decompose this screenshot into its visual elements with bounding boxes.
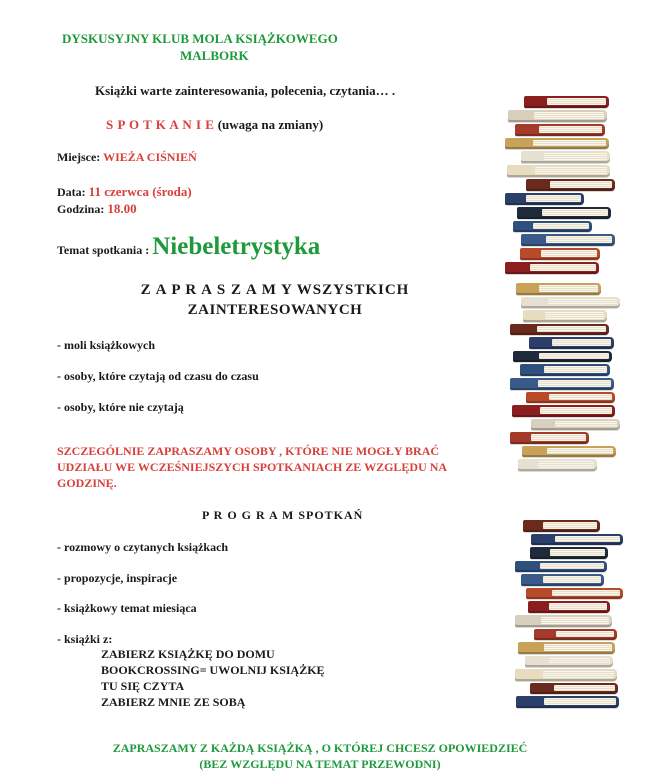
book-spine xyxy=(523,520,601,532)
book-pages xyxy=(543,522,597,529)
place-value: WIEŻA CIŚNIEŃ xyxy=(103,150,197,164)
book-spine xyxy=(516,283,600,295)
book-stack-icon xyxy=(505,96,615,276)
book-spine xyxy=(529,337,613,349)
book-pages xyxy=(534,112,603,119)
book-spine xyxy=(510,324,609,336)
program-item: - rozmowy o czytanych książkach xyxy=(57,540,229,554)
book-pages xyxy=(546,236,612,243)
book-spine xyxy=(516,696,618,708)
book-pages xyxy=(538,461,593,468)
program-subitem: ZABIERZ KSIĄŻKĘ DO DOMU xyxy=(101,647,275,661)
footer-line1: ZAPRASZAMY Z KAŻDĄ KSIĄŻKĄ , O KTÓREJ CHCESZ OPOWIEDZIEĆ xyxy=(112,741,528,755)
club-title-line1: DYSKUSYJNY KLUB MOLA KSIĄŻKOWEGO xyxy=(62,31,338,46)
book-spine xyxy=(534,629,617,641)
book-pages xyxy=(550,549,604,556)
book-spine xyxy=(520,364,609,376)
book-pages xyxy=(533,140,606,147)
book-spine xyxy=(528,601,611,613)
program-heading: P R O G R A M SPOTKAŃ xyxy=(202,508,364,522)
book-spine xyxy=(520,248,599,260)
book-pages xyxy=(539,126,601,133)
book-spine xyxy=(521,151,610,163)
invite-item: - osoby, które czytają od czasu do czasu xyxy=(57,369,259,383)
book-spine xyxy=(531,419,620,431)
subtitle: Książki warte zainteresowania, polecenia, czytania… . xyxy=(95,83,396,98)
club-title-line2: MALBORK xyxy=(180,48,249,63)
program-item: - książkowy temat miesiąca xyxy=(57,601,197,615)
book-stack-icon xyxy=(515,520,623,710)
meeting-heading xyxy=(106,117,323,133)
book-pages xyxy=(541,250,596,257)
book-pages xyxy=(542,209,608,216)
program-subitem: ZABIERZ MNIE ZE SOBĄ xyxy=(101,695,246,709)
topic-value: Niebeletrystyka xyxy=(152,233,321,260)
book-spine xyxy=(521,297,620,309)
book-pages xyxy=(541,617,609,624)
book-spine xyxy=(530,547,608,559)
book-pages xyxy=(544,644,612,651)
topic-row xyxy=(57,233,320,261)
book-stack-icon xyxy=(510,283,620,473)
book-pages xyxy=(549,658,610,665)
meeting-heading-note: (uwaga na zmiany) xyxy=(214,117,324,132)
book-pages xyxy=(544,698,615,705)
date-label: Data: xyxy=(57,185,89,199)
time-label: Godzina: xyxy=(57,202,108,216)
special-invite-line3: GODZINĘ. xyxy=(57,476,117,490)
book-pages xyxy=(530,264,596,271)
book-pages xyxy=(547,448,613,455)
book-pages xyxy=(540,563,605,570)
book-spine xyxy=(526,179,615,191)
book-spine xyxy=(522,446,616,458)
program-subitem: TU SIĘ CZYTA xyxy=(101,679,185,693)
book-pages xyxy=(549,394,611,401)
invite-heading-line1: Z A P R A S Z A M Y WSZYSTKICH xyxy=(140,282,410,298)
footer-line2: (BEZ WZGLĘDU NA TEMAT PRZEWODNI) xyxy=(199,757,441,771)
book-pages xyxy=(548,299,617,306)
book-spine xyxy=(513,351,612,363)
special-invite-line1: SZCZEGÓLNIE ZAPRASZAMY OSOBY , KTÓRE NIE MOGŁY BRAĆ xyxy=(57,444,440,458)
book-spine xyxy=(518,459,597,471)
book-pages xyxy=(535,167,608,174)
book-spine xyxy=(505,138,609,150)
book-pages xyxy=(538,380,611,387)
book-spine xyxy=(530,683,617,695)
meeting-heading-text: S P O T K A N I E xyxy=(106,117,215,132)
book-spine xyxy=(515,561,607,573)
date-row xyxy=(57,183,192,201)
book-spine xyxy=(518,642,615,654)
book-pages xyxy=(543,576,601,583)
invite-heading-line2: ZAINTERESOWANYCH xyxy=(187,302,363,318)
book-spine xyxy=(526,392,615,404)
book-pages xyxy=(550,181,612,188)
book-spine xyxy=(525,656,612,668)
book-pages xyxy=(552,339,611,346)
book-pages xyxy=(544,153,606,160)
program-item: - książki z: xyxy=(57,632,113,646)
book-pages xyxy=(549,603,607,610)
special-invite-line2: UDZIAŁU WE WCZEŚNIEJSZYCH SPOTKANIACH ZE WZGLĘDU NA xyxy=(57,460,448,474)
book-pages xyxy=(554,685,615,692)
book-pages xyxy=(539,285,598,292)
book-pages xyxy=(533,223,588,230)
book-pages xyxy=(526,195,581,202)
book-pages xyxy=(537,326,606,333)
book-pages xyxy=(543,671,614,678)
book-pages xyxy=(555,536,620,543)
book-spine xyxy=(505,262,599,274)
book-pages xyxy=(552,590,620,597)
book-spine xyxy=(526,588,623,600)
book-pages xyxy=(531,434,586,441)
date-value: 11 czerwca (środa) xyxy=(88,184,192,199)
book-spine xyxy=(515,615,612,627)
time-value: 18.00 xyxy=(107,201,137,216)
time-row xyxy=(57,200,137,218)
book-pages xyxy=(539,353,608,360)
book-spine xyxy=(517,207,611,219)
book-pages xyxy=(544,366,606,373)
invite-item: - osoby, które nie czytają xyxy=(57,400,184,414)
book-spine xyxy=(521,234,615,246)
book-spine xyxy=(508,110,607,122)
place-row xyxy=(57,150,197,165)
book-spine xyxy=(515,124,604,136)
book-spine xyxy=(515,669,617,681)
program-subitem: BOOKCROSSING= UWOLNIJ KSIĄŻKĘ xyxy=(101,663,325,677)
book-spine xyxy=(531,534,623,546)
topic-label: Temat spotkania : xyxy=(57,243,153,257)
book-pages xyxy=(540,407,613,414)
book-spine xyxy=(507,165,611,177)
invite-item: - moli książkowych xyxy=(57,338,156,352)
book-spine xyxy=(513,221,592,233)
book-pages xyxy=(545,312,604,319)
book-pages xyxy=(556,631,614,638)
book-spine xyxy=(510,378,614,390)
book-spine xyxy=(521,574,604,586)
place-label: Miejsce: xyxy=(57,150,104,164)
book-spine xyxy=(524,96,608,108)
book-spine xyxy=(512,405,616,417)
book-pages xyxy=(547,98,606,105)
book-spine xyxy=(510,432,589,444)
program-item: - propozycje, inspiracje xyxy=(57,571,178,585)
book-spine xyxy=(523,310,607,322)
book-pages xyxy=(555,421,617,428)
book-spine xyxy=(505,193,584,205)
